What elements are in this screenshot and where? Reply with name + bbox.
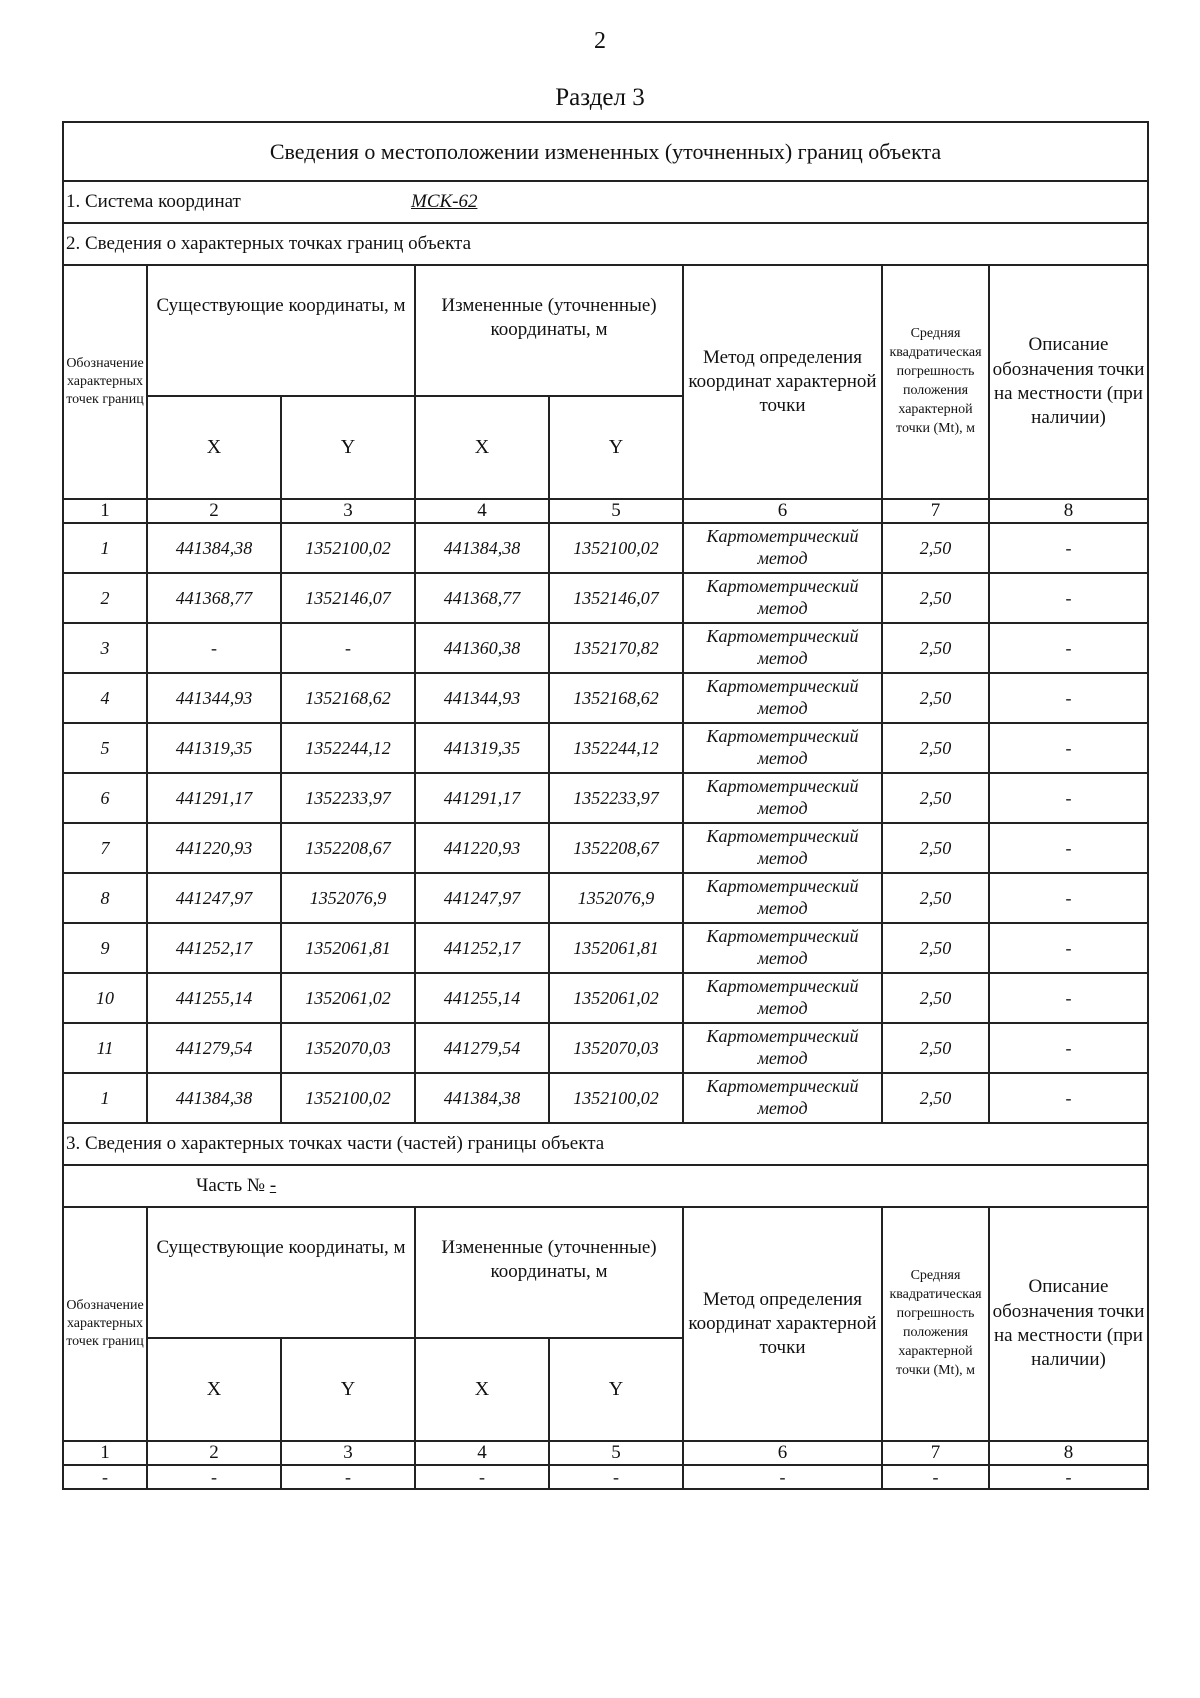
existing-x: 441220,93 [147, 823, 281, 873]
changed-x: 441368,77 [415, 573, 549, 623]
rms-value: 2,50 [882, 923, 989, 973]
part-label: Часть № [196, 1175, 270, 1196]
coord-system-label: 1. Система координат [66, 191, 241, 212]
existing-x: 441255,14 [147, 973, 281, 1023]
existing-y: 1352208,67 [281, 823, 415, 873]
coord-system-row [63, 181, 1148, 223]
part-value: - [269, 1175, 277, 1196]
point-number: 2 [63, 573, 147, 623]
rms-value: 2,50 [882, 873, 989, 923]
parts-column-number: 2 [147, 1441, 281, 1465]
changed-x: 441252,17 [415, 923, 549, 973]
table-row [63, 973, 1148, 1023]
method: Картометрический метод [683, 1073, 882, 1123]
changed-y: 1352061,02 [549, 973, 683, 1023]
rms-value: 2,50 [882, 1073, 989, 1123]
existing-x: 441384,38 [147, 523, 281, 573]
method: Картометрический метод [683, 623, 882, 673]
table-row [63, 623, 1148, 673]
part-row [63, 1165, 1148, 1207]
method: Картометрический метод [683, 973, 882, 1023]
table-title: Сведения о местоположении измененных (уточненных) границ объекта [63, 122, 1148, 181]
section-title: Раздел 3 [555, 84, 645, 111]
existing-x: 441291,17 [147, 773, 281, 823]
point-description: - [989, 823, 1148, 873]
point-number: 1 [63, 523, 147, 573]
changed-x: 441360,38 [415, 623, 549, 673]
table-row [63, 523, 1148, 573]
points-section-title: 2. Сведения о характерных точках границ объекта [63, 223, 1148, 265]
existing-y: 1352168,62 [281, 673, 415, 723]
point-number: 10 [63, 973, 147, 1023]
rms-value: - [882, 1465, 989, 1489]
changed-x: 441344,93 [415, 673, 549, 723]
existing-x: 441344,93 [147, 673, 281, 723]
table-row [63, 873, 1148, 923]
parts-column-number: 5 [549, 1441, 683, 1465]
changed-y: 1352208,67 [549, 823, 683, 873]
existing-y: - [281, 623, 415, 673]
parts-column-number: 6 [683, 1441, 882, 1465]
parts-header-description: Описание обозначения точки на местности (при наличии) [989, 1207, 1148, 1441]
existing-y: - [281, 1465, 415, 1489]
points-header-changed-y: Y [549, 396, 683, 499]
point-number: 7 [63, 823, 147, 873]
existing-y: 1352244,12 [281, 723, 415, 773]
changed-y: 1352100,02 [549, 1073, 683, 1123]
rms-value: 2,50 [882, 1023, 989, 1073]
parts-header-changed-y: Y [549, 1338, 683, 1441]
parts-header-rms: Средняя квадратическая погрешность положения характерной точки (Mt), м [882, 1207, 989, 1441]
points-header-changed: Измененные (уточненные) координаты, м [415, 265, 683, 396]
changed-x: 441384,38 [415, 1073, 549, 1123]
table-row [63, 1465, 1148, 1489]
table-row [63, 723, 1148, 773]
existing-x: 441368,77 [147, 573, 281, 623]
method: Картометрический метод [683, 823, 882, 873]
changed-y: 1352233,97 [549, 773, 683, 823]
page-number: 2 [594, 28, 606, 54]
points-column-number: 6 [683, 499, 882, 523]
changed-x: 441291,17 [415, 773, 549, 823]
parts-header-method: Метод определения координат характерной точки [683, 1207, 882, 1441]
changed-y: 1352061,81 [549, 923, 683, 973]
changed-y: 1352244,12 [549, 723, 683, 773]
parts-column-number: 7 [882, 1441, 989, 1465]
point-number: - [63, 1465, 147, 1489]
parts-section-title: 3. Сведения о характерных точках части (частей) границы объекта [63, 1123, 1148, 1165]
existing-y: 1352100,02 [281, 523, 415, 573]
parts-header-existing-y: Y [281, 1338, 415, 1441]
changed-y: 1352146,07 [549, 573, 683, 623]
points-header-existing-y: Y [281, 396, 415, 499]
parts-column-number: 8 [989, 1441, 1148, 1465]
existing-y: 1352070,03 [281, 1023, 415, 1073]
rms-value: 2,50 [882, 623, 989, 673]
existing-x: 441384,38 [147, 1073, 281, 1123]
changed-x: 441220,93 [415, 823, 549, 873]
parts-column-number: 3 [281, 1441, 415, 1465]
point-description: - [989, 523, 1148, 573]
changed-y: 1352070,03 [549, 1023, 683, 1073]
rms-value: 2,50 [882, 973, 989, 1023]
table-row [63, 1073, 1148, 1123]
points-header-existing-x: X [147, 396, 281, 499]
points-column-number: 5 [549, 499, 683, 523]
point-number: 9 [63, 923, 147, 973]
parts-column-number: 1 [63, 1441, 147, 1465]
existing-x: 441319,35 [147, 723, 281, 773]
existing-x: - [147, 1465, 281, 1489]
point-description: - [989, 673, 1148, 723]
points-header-method: Метод определения координат характерной точки [683, 265, 882, 499]
point-description: - [989, 773, 1148, 823]
parts-header-existing-x: X [147, 1338, 281, 1441]
rms-value: 2,50 [882, 673, 989, 723]
coord-system-value: МСК-62 [411, 191, 478, 212]
point-number: 1 [63, 1073, 147, 1123]
point-number: 5 [63, 723, 147, 773]
point-number: 3 [63, 623, 147, 673]
method: Картометрический метод [683, 523, 882, 573]
points-column-number: 3 [281, 499, 415, 523]
point-description: - [989, 973, 1148, 1023]
method: Картометрический метод [683, 723, 882, 773]
points-header-rms: Средняя квадратическая погрешность положения характерной точки (Mt), м [882, 265, 989, 499]
point-description: - [989, 1465, 1148, 1489]
point-number: 11 [63, 1023, 147, 1073]
existing-x: 441252,17 [147, 923, 281, 973]
parts-header-changed: Измененные (уточненные) координаты, м [415, 1207, 683, 1338]
rms-value: 2,50 [882, 523, 989, 573]
parts-header-designation: Обозначение характерных точек границ [63, 1207, 147, 1441]
points-column-number: 7 [882, 499, 989, 523]
changed-y: 1352170,82 [549, 623, 683, 673]
parts-header-changed-x: X [415, 1338, 549, 1441]
points-column-number: 8 [989, 499, 1148, 523]
point-description: - [989, 923, 1148, 973]
points-column-number: 1 [63, 499, 147, 523]
table-row [63, 773, 1148, 823]
point-description: - [989, 1023, 1148, 1073]
point-number: 6 [63, 773, 147, 823]
existing-x: - [147, 623, 281, 673]
rms-value: 2,50 [882, 723, 989, 773]
parts-header-existing: Существующие координаты, м [147, 1207, 415, 1338]
point-number: 4 [63, 673, 147, 723]
changed-y: 1352100,02 [549, 523, 683, 573]
existing-y: 1352100,02 [281, 1073, 415, 1123]
rms-value: 2,50 [882, 573, 989, 623]
point-description: - [989, 723, 1148, 773]
points-header-description: Описание обозначения точки на местности (при наличии) [989, 265, 1148, 499]
changed-x: 441319,35 [415, 723, 549, 773]
rms-value: 2,50 [882, 823, 989, 873]
existing-x: 441279,54 [147, 1023, 281, 1073]
changed-x: 441255,14 [415, 973, 549, 1023]
method: Картометрический метод [683, 773, 882, 823]
changed-x: 441279,54 [415, 1023, 549, 1073]
changed-y: 1352076,9 [549, 873, 683, 923]
table-row [63, 923, 1148, 973]
existing-y: 1352061,81 [281, 923, 415, 973]
boundary-table [62, 121, 1149, 1490]
method: Картометрический метод [683, 1023, 882, 1073]
table-row [63, 673, 1148, 723]
points-column-number: 4 [415, 499, 549, 523]
existing-y: 1352146,07 [281, 573, 415, 623]
point-description: - [989, 1073, 1148, 1123]
existing-y: 1352233,97 [281, 773, 415, 823]
existing-y: 1352061,02 [281, 973, 415, 1023]
point-description: - [989, 873, 1148, 923]
points-column-number: 2 [147, 499, 281, 523]
method: Картометрический метод [683, 673, 882, 723]
changed-x: 441247,97 [415, 873, 549, 923]
points-header-designation: Обозначение характерных точек границ [63, 265, 147, 499]
parts-column-number: 4 [415, 1441, 549, 1465]
changed-y: 1352168,62 [549, 673, 683, 723]
table-row [63, 573, 1148, 623]
existing-y: 1352076,9 [281, 873, 415, 923]
changed-x: - [415, 1465, 549, 1489]
table-row [63, 823, 1148, 873]
changed-y: - [549, 1465, 683, 1489]
method: - [683, 1465, 882, 1489]
method: Картометрический метод [683, 873, 882, 923]
method: Картометрический метод [683, 573, 882, 623]
points-header-changed-x: X [415, 396, 549, 499]
existing-x: 441247,97 [147, 873, 281, 923]
table-row [63, 1023, 1148, 1073]
changed-x: 441384,38 [415, 523, 549, 573]
point-description: - [989, 573, 1148, 623]
rms-value: 2,50 [882, 773, 989, 823]
points-header-existing: Существующие координаты, м [147, 265, 415, 396]
point-description: - [989, 623, 1148, 673]
point-number: 8 [63, 873, 147, 923]
method: Картометрический метод [683, 923, 882, 973]
